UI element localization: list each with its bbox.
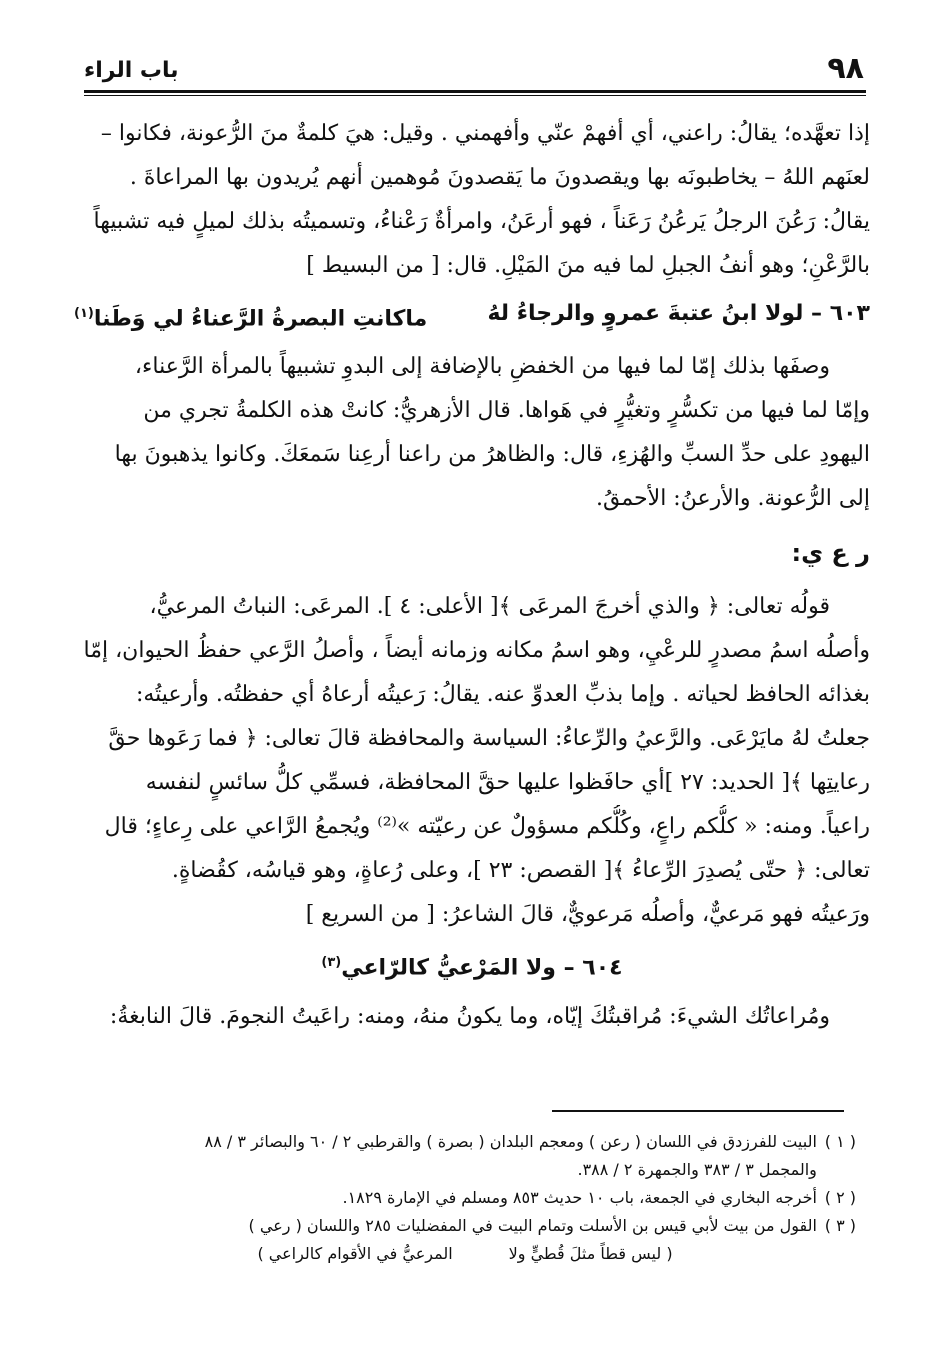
text-line: وصفَها بذلك إمّا لما فيها من الخفضِ بالإضافة إلى البدوِ تشبيهاً بالمرأة الرَّعناء،: [134, 354, 830, 380]
footnote-number: ( ١ ): [824, 1132, 856, 1151]
footnote-ref-1: (١): [74, 306, 94, 321]
footnote-verse-second: المرعيُّ في الأقوام كالراعي ): [257, 1244, 453, 1263]
footnote-text: والمجمل ٣ / ٣٨٣ والجمهرة ٢ / ٣٨٨.: [577, 1160, 817, 1179]
paragraph-2: [74, 345, 870, 521]
verse-second-hemistich: [74, 288, 427, 345]
verse-604-text: [321, 937, 622, 994]
text-line: جعلتُ لهُ مايَرْعَى. والرَّعيُ والرِّعاءُ: السياسة والمحافظة قالَ تعالى: ﴿ فما رَعَوها حقَّ: [108, 726, 870, 752]
text-line: يقالُ: رَعُنَ الرجلُ يَرعُنُ رَعَناً ، فهو أرعَنُ، وامرأةٌ رَعْناءُ، وتسميتُه بذلك لميلٍ فيه تشبيهاً: [93, 209, 870, 234]
text-line: وأصلُه اسمُ مصدرٍ للرعْيِ، وهو اسمُ مكانه وزمانه أيضاً ، وأصلُ الرَّعي حفظُ الحيوان، إمّا: [83, 638, 870, 664]
text-line: ومُراعاتُك الشيءَ: مُراقبتُكَ إيّاه، وما يكونُ منهُ، ومنه: راعَيتُ النجومَ. قالَ النابغةُ:: [109, 1003, 830, 1029]
paragraph-1: [74, 112, 870, 288]
text-line: ورَعيتُه فهو مَرعيٌّ، وأصلُه مَرعويٌّ، قالَ الشاعرُ: [ من السريع ]: [305, 902, 870, 928]
text-line: وإمّا لما فيها من تكسُّرٍ وتغيُّرٍ في هَواها. قال الأزهريُّ: كانتْ هذه الكلمةُ تجري من: [143, 398, 870, 424]
text-line: قولُه تعالى: ﴿ والذي أخرجَ المرعَى ﴾[ الأعلى: ٤ ]. المرعَى: النباتُ المرعيُّ،: [149, 594, 830, 620]
footnote-text: أخرجه البخاري في الجمعة، باب ١٠ حديث ٨٥٣ ومسلم في الإمارة ١٨٢٩.: [342, 1188, 817, 1207]
text-line: تعالى: ﴿ حتّى يُصدِرَ الرِّعاءُ ﴾[ القصص: ٢٣ ]، وعلى رُعاةٍ، وهو قياسُه، كقُضاةٍ.: [171, 858, 870, 884]
text-line: راعياً. ومنه: « كلُّكم راعٍ، وكُلُّكم مسؤولٌ عن رعيّته »⁽²⁾ ويُجمعُ الرَّاعي على رِعاءٍ؛ قال: [104, 814, 870, 840]
footnote-number: ( ٢ ): [824, 1188, 856, 1207]
text-line: رعايتِها ﴾[ الحديد: ٢٧ ]أي حافَظوا عليها حقَّ المحافظة، فسمِّي كلُّ سائسٍ لنفسه: [145, 770, 870, 796]
verse-603: [74, 288, 870, 345]
footnote-line: [74, 1184, 856, 1212]
page-header: [84, 48, 864, 88]
spacer: [74, 521, 870, 529]
text-line: اليهودِ على حدِّ السبِّ والهُزءِ، قال: والظاهرُ من راعنا أرعِنا سَمعَكَ. وكانوا يذهبونَ بها: [114, 442, 870, 468]
footnote-text: القول من بيت لأبي قيس بن الأسلت وتمام البيت في المفضليات ٢٨٥ واللسان ( رعي ): [248, 1216, 817, 1235]
verse-first-hemistich: ٦٠٣ – لولا ابنُ عتبةَ عمروٍ والرجاءُ لهُ: [487, 301, 870, 326]
text-line: إلى الرُّعونة. والأرعنُ: الأحمقُ.: [595, 486, 870, 512]
text-line: لعنَهم اللهُ – يخاطبونَه بها ويقصدونَ ما يَقصدونَ مُوهمين أنهم يُريدون بها المراعاةَ .: [129, 165, 870, 190]
footnote-2: [74, 1184, 856, 1212]
paragraph-4: [74, 995, 870, 1039]
footnote-verse: [74, 1240, 856, 1268]
entry-heading: ر ع ي:: [791, 539, 870, 568]
text-line: إذا تعهَّده؛ يقالُ: راعني، أي أفهمْ عنّي وأفهمني . وقيل: هيَ كلمةٌ منَ الرُّعونة، فكانوا –: [100, 121, 870, 146]
spacer: [74, 577, 870, 585]
header-rule-thin: [84, 95, 866, 96]
verse-second-text: ماكانتِ البصرةُ الرَّعناءُ لي وَطَنا: [93, 306, 428, 332]
verse-604: [74, 937, 870, 994]
footnote-ref-3: (٣): [321, 955, 342, 971]
footnote-line: [74, 1128, 856, 1156]
footnote-verse-first: ( ليس قطاً مثلَ قُطيٍّ ولا: [508, 1244, 673, 1263]
footnote-number: ( ٣ ): [824, 1216, 856, 1235]
footnote-1: [74, 1128, 856, 1184]
footnote-rule: [552, 1110, 844, 1112]
page-number: ٩٨: [827, 51, 864, 86]
verse-604-body: ٦٠٤ – ولا المَرْعيُّ كالرّاعي: [341, 955, 623, 981]
paragraph-3: [74, 585, 870, 937]
footnote-text: البيت للفرزدق في اللسان ( رعن ) ومعجم البلدان ( بصرة ) والقرطبي ٢ / ٦٠ والبصائر ٣ / ٨٨: [204, 1132, 817, 1151]
header-rule: [84, 90, 866, 93]
running-title: باب الراء: [84, 58, 179, 83]
footnotes: [74, 1128, 856, 1268]
footnote-line: [74, 1212, 856, 1240]
text-line: بغذائه الحافظ لحياته . وإما بذبِّ العدوِّ عنه. يقالُ: رَعيتُه أرعاهُ أي حفظتُه. وأرعيتُه:: [135, 682, 870, 708]
text-line: بالرَّعْنِ؛ وهو أنفُ الجبلِ لما فيه منَ المَيْلِ. قال: [ من البسيط ]: [306, 253, 870, 278]
footnote-line: [74, 1156, 856, 1184]
page-body: [74, 112, 870, 1039]
footnote-3: [74, 1212, 856, 1268]
